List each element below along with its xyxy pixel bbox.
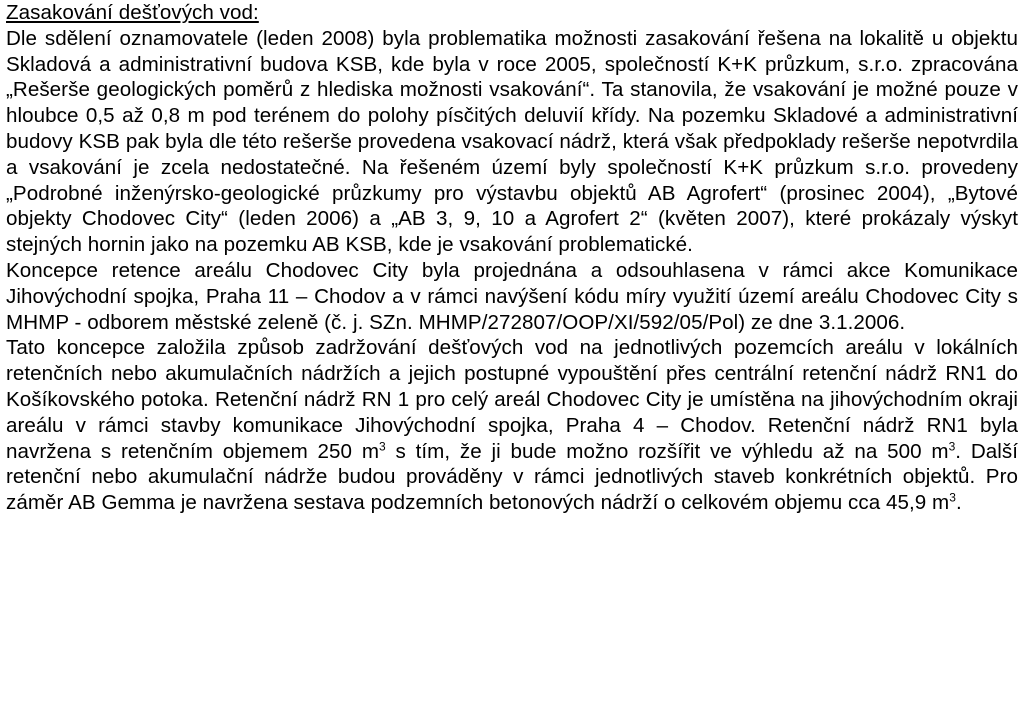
- paragraph-text-part: s tím, že ji bude možno rozšířit ve výhledu až na 500 m: [385, 439, 949, 463]
- document-page: [6, 0, 1018, 516]
- paragraph-text-part: . Další retenční nebo akumulační nádrže budou prováděny v rámci jednotlivých staveb konkrétních objektů. Pro záměr AB Gemma je navržena sestava podzemních betonových nádrží o celkovém objemu cca 45,9 m: [6, 439, 1018, 515]
- paragraph-retention-concept: Koncepce retence areálu Chodovec City byla projednána a odsouhlasena v rámci akce Komunikace Jihovýchodní spojka, Praha 11 – Chodov a v rámci navýšení kódu míry využití území areálu Chodovec City s MHMP - odborem městské zeleně (č. j. SZn. MHMP/272807/OOP/XI/592/05/Pol) ze dne 3.1.2006.: [6, 258, 1018, 334]
- paragraph-text-part: .: [955, 491, 962, 515]
- paragraph-text-part: Tato koncepce založila způsob zadržování dešťových vod na jednotlivých pozemcích areálu v lokálních retenčních nebo akumulačních nádržích a jejich postupné vypouštění přes centrální retenční nádrž RN1 do Košíkovského potoka. Retenční nádrž RN 1 pro celý areál Chodovec City je umístěna na jihovýchodním okraji areálu v rámci stavby komunikace Jihovýchodní spojka, Praha 4 – Chodov. Retenční nádrž RN1 byla navržena s retenčním objemem 250 m: [6, 336, 1018, 463]
- superscript-cubed: 3: [948, 439, 956, 454]
- superscript-cubed: 3: [949, 490, 956, 505]
- paragraph-infiltration-survey: Dle sdělení oznamovatele (leden 2008) byla problematika možnosti zasakování řešena na lokalitě u objektu Skladová a administrativní budova KSB, kde byla v roce 2005, společností K+K průzkum, s.r.o. zpracována „Rešerše geologických poměrů z hlediska možnosti vsakování“. Ta stanovila, že vsakování je možné pouze v hloubce 0,5 až 0,8 m pod terénem do polohy písčitých deluvií křídy. Na pozemku Skladové a administrativní budovy KSB pak byla dle této rešerše provedena vsakovací nádrž, která však předpoklady rešerše nepotvrdila a vsakování je zcela nedostatečné. Na řešeném území byly společností K+K průzkum s.r.o. provedeny „Podrobné inženýrsko-geologické průzkumy pro výstavbu objektů AB Agrofert“ (prosinec 2004), „Bytové objekty Chodovec City“ (leden 2006) a „AB 3, 9, 10 a Agrofert 2“ (květen 2007), které prokázaly výskyt stejných hornin jako na pozemku AB KSB, kde je vsakování problematické.: [6, 26, 1018, 257]
- paragraph-retention-tanks: [6, 335, 1018, 516]
- section-heading: Zasakování dešťových vod:: [6, 1, 259, 24]
- superscript-cubed: 3: [379, 439, 386, 454]
